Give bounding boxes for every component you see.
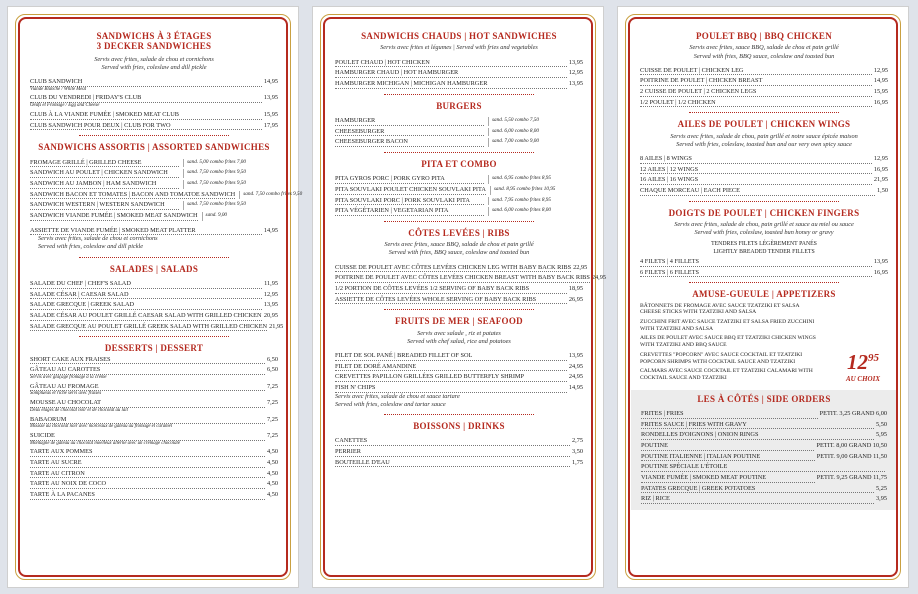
item-name: CANETTES xyxy=(335,437,570,446)
item-price: sand. 6,95 combo frites 8,95 xyxy=(488,175,583,184)
item-name: SALADE GRECQUE | GREEK SALAD xyxy=(30,301,262,310)
menu-item xyxy=(335,437,583,446)
item-name: PITA SOUVLAKI PORC | PORK SOUVLAKI PITA xyxy=(335,197,484,206)
item-name: MOUSSE AU CHOCOLAT xyxy=(30,399,265,408)
item-name: TARTE AUX POMMES xyxy=(30,448,265,457)
item-price: 16,95 xyxy=(873,98,888,106)
menu-item xyxy=(30,190,303,200)
section-note: Served with fries, BBQ sauce, coleslaw and toasted bun xyxy=(388,249,530,257)
menu-item xyxy=(335,285,583,294)
menu-item xyxy=(640,77,888,86)
item-name: SANDWICH AU POULET | CHICKEN SANDWICH xyxy=(30,169,179,178)
item-price: 15,95 xyxy=(263,110,278,118)
item-name: PITA GYROS PORC | PORK GYRO PITA xyxy=(335,175,484,184)
menu-item xyxy=(30,470,278,479)
section-title: AILES DE POULET | CHICKEN WINGS xyxy=(677,119,851,130)
item-price: 21,95 xyxy=(269,322,284,330)
menu-item xyxy=(335,69,583,78)
menu-item xyxy=(30,212,278,221)
divider xyxy=(384,414,534,415)
menu-item xyxy=(641,431,887,440)
menu-item xyxy=(335,363,583,372)
menu-item xyxy=(335,207,583,216)
item-name: TARTE AU SUCRE xyxy=(30,459,265,468)
section-note: TENDRES FILETS LÉGÈREMENT PANÉS xyxy=(711,241,817,248)
item-name: SANDWICH WESTERN | WESTERN SANDWICH xyxy=(30,201,179,210)
item-price: sand. 7,50 combo frites 9,50 xyxy=(183,169,278,178)
section-title: 3 DECKER SANDWICHES xyxy=(96,41,212,52)
appetizer-item: CREVETTES "POPCORN" AVEC SAUCE COCKTAIL ET TZATZIKI POPCORN SHRIMPS WITH COCKTAIL SAUCE AND TZATZIKI xyxy=(640,351,803,365)
item-name: CUISSE DE POULET | CHICKEN LEG xyxy=(640,67,872,76)
item-price: 7,25 xyxy=(266,382,278,390)
item-name: RONDELLES D'OIGNONS | ONION RINGS xyxy=(641,431,874,440)
item-price: PETIT. 9,00 GRAND 11,50 xyxy=(816,452,887,460)
section-title: PITA ET COMBO xyxy=(421,158,497,169)
item-price: 26,95 xyxy=(568,295,583,303)
item-price: 1,50 xyxy=(876,187,888,195)
section-note: Servis avec frites, salade de chou, pain grillé et notre sauce épicée maison xyxy=(670,132,858,140)
item-price: 18,95 xyxy=(568,284,583,292)
menu-item xyxy=(335,384,583,393)
item-description: Mousse au chocolat noir avec morceaux de gâteau au fromage et caramel xyxy=(30,424,173,430)
item-name: POITRINE DE POULET AVEC CÔTES LEVÉES CHICKEN BREAST WITH BABY BACK RIBS xyxy=(335,274,590,282)
menu-item xyxy=(640,269,888,278)
menu-item xyxy=(30,94,278,103)
item-price: 24,95 xyxy=(591,274,607,282)
menu-item xyxy=(335,459,583,468)
item-price: sand. 9,00 xyxy=(202,212,278,221)
item-name: 6 FILETS | 6 FILLETS xyxy=(640,269,872,278)
menu-item xyxy=(30,399,278,408)
item-price: sand. 5,50 combo 7,50 xyxy=(488,117,583,126)
item-price: 13,95 xyxy=(568,79,583,87)
item-name: FILET DE SOL PANÉ | BREADED FILLET OF SOL xyxy=(335,352,567,361)
appetizer-item: BÂTONNETS DE FROMAGE AVEC SAUCE TZATZIKI ET SALSA CHEESE STICKS WITH TZATZIKI AND SALSA xyxy=(640,302,800,316)
item-price: 14,95 xyxy=(568,384,583,391)
menu-item xyxy=(641,442,887,451)
menu-item xyxy=(335,373,583,382)
section-note: Served with fries, BBQ sauce, coleslaw and toasted bun xyxy=(693,52,835,60)
item-name: 1/2 POULET | 1/2 CHICKEN xyxy=(640,99,872,108)
item-name: SALADE CÉSAR | CAESAR SALAD xyxy=(30,291,262,300)
divider xyxy=(689,112,839,113)
item-price: 4,50 xyxy=(266,459,278,467)
section-note: Served with fries, coleslaw, toasted bun and our very own spicy sauce xyxy=(676,140,852,148)
divider xyxy=(79,257,229,258)
menu-item xyxy=(640,258,888,267)
divider xyxy=(384,309,534,310)
item-name: HAMBURGER xyxy=(335,117,484,126)
item-name: BABAORUM xyxy=(30,416,265,425)
item-price: 12,95 xyxy=(873,155,888,163)
item-name: FILET DE DORÉ AMANDINE xyxy=(335,363,567,372)
item-name: CLUB À LA VIANDE FUMÉE | SMOKED MEAT CLUB xyxy=(30,111,262,120)
item-price: 13,95 xyxy=(568,351,583,359)
appetizer-item: AILES DE POULET AVEC SAUCE BBQ ET TZATZIKI CHICKEN WINGS WITH TZATZIKI AND BBQ SAUCE xyxy=(640,335,816,349)
item-name: SALADE CÉSAR AU POULET GRILLÉ CAESAR SALAD WITH GRILLED CHICKEN xyxy=(30,311,262,319)
section-title: SANDWICHS ASSORTIS | ASSORTED SANDWICHES xyxy=(38,142,270,153)
menu-item xyxy=(641,421,887,430)
menu-item xyxy=(335,117,583,126)
item-name: TARTE AU NOIX DE COCO xyxy=(30,480,265,489)
item-name: CLUB DU VENDREDI | FRIDAY'S CLUB xyxy=(30,94,262,103)
menu-item xyxy=(641,474,887,483)
item-price: 1,75 xyxy=(571,458,583,466)
section-title: BURGERS xyxy=(436,100,482,111)
divider xyxy=(384,152,534,153)
item-price: sand. 7,95 combo frites 8,95 xyxy=(488,197,583,206)
menu-item xyxy=(641,485,887,494)
item-name: POUTINE ITALIENNE | ITALIAN POUTINE xyxy=(641,453,815,462)
menu-item xyxy=(335,296,583,305)
item-name: CHAQUE MORCEAU | EACH PIECE xyxy=(640,187,875,196)
item-description: Deux étages de chocolat noir et de chocolat au lait xyxy=(30,407,128,413)
section-title: DESSERTS | DESSERT xyxy=(104,343,204,354)
item-price: PETIT. 9,25 GRAND 11,75 xyxy=(816,474,887,481)
item-price: 22,95 xyxy=(573,263,588,271)
item-price: 7,25 xyxy=(266,432,278,440)
item-name: FISH N' CHIPS xyxy=(335,384,567,393)
item-price: 14,95 xyxy=(263,78,278,86)
section-note: Servis avec frites, sauce BBQ, salade de chou et pain grillé xyxy=(384,241,534,249)
item-price: 16,95 xyxy=(873,268,888,276)
item-price: 13,95 xyxy=(568,58,583,66)
item-name: RIZ | RICE xyxy=(641,495,874,504)
appetizer-item: CALMARS AVEC SAUCE COCKTAIL ET TZATZIKI CALAMARI WITH COCKTAIL SAUCE AND TZATZIKI xyxy=(640,368,813,381)
section-title: FRUITS DE MER | SEAFOOD xyxy=(395,316,523,327)
menu-item xyxy=(30,366,278,375)
menu-item xyxy=(30,301,278,310)
appetizer-item: ZUCCHINI FRIT AVEC SAUCE TZATZIKI ET SALSA FRIED ZUCCHINI WITH TZATZIKI AND SALSA xyxy=(640,319,815,332)
menu-item xyxy=(641,453,887,462)
item-price: 6,50 xyxy=(266,366,278,374)
item-name: FRITES | FRIES xyxy=(641,410,818,419)
item-price: 12,95 xyxy=(873,66,888,74)
item-name: FRITES SAUCE | FRIES WITH GRAVY xyxy=(641,421,874,430)
item-price: 12,95 xyxy=(263,290,278,298)
appetizer-price-badge xyxy=(846,350,880,383)
item-name: PATATES GRECQUE | GREEK POTATOES xyxy=(641,485,874,494)
item-name: CLUB SANDWICH POUR DEUX | CLUB FOR TWO xyxy=(30,122,262,131)
item-price: 14,95 xyxy=(873,77,888,85)
divider xyxy=(384,94,534,95)
menu-panel-left xyxy=(7,6,303,588)
divider xyxy=(79,336,229,337)
section-title: SALADES | SALADS xyxy=(109,263,199,274)
item-price: 13,95 xyxy=(263,301,278,309)
item-name: ASSIETTE DE VIANDE FUMÉE | SMOKED MEAT PLATTER xyxy=(30,227,262,236)
item-name: TARTE AU CITRON xyxy=(30,470,265,479)
item-price: 12,95 xyxy=(568,69,583,77)
item-note: Servis avec frites, salade de chou et sauce tartare xyxy=(335,392,460,400)
menu-item xyxy=(640,155,888,164)
item-name: POUTINE xyxy=(641,442,814,451)
menu-panel-right xyxy=(617,6,909,588)
item-price: 11,95 xyxy=(264,279,278,287)
menu-item xyxy=(30,416,278,425)
item-price: 15,95 xyxy=(873,88,888,96)
menu-item xyxy=(640,187,888,196)
item-name: SANDWICH BACON ET TOMATES | BACON AND TOMATOE SANDWICH xyxy=(30,190,236,198)
item-price: 13,95 xyxy=(873,257,888,265)
item-name: PERRIER xyxy=(335,448,570,457)
item-name: TARTE À LA PACANES xyxy=(30,491,265,500)
item-name: GÂTEAU AU CAROTTES xyxy=(30,366,265,375)
item-price: PETIT. 8,00 GRAND 10,50 xyxy=(816,441,887,449)
menu-item xyxy=(30,122,278,131)
item-name: 8 AILES | 8 WINGS xyxy=(640,155,872,164)
item-price: 13,95 xyxy=(263,94,278,102)
menu-item xyxy=(30,227,278,236)
menu-item xyxy=(30,280,278,289)
divider xyxy=(689,201,839,202)
badge-price-cents: 95 xyxy=(867,352,879,364)
menu-item xyxy=(335,274,607,283)
item-name: POITRINE DE POULET | CHICKEN BREAST xyxy=(640,77,872,86)
item-name: CHEESEBURGER BACON xyxy=(335,138,484,147)
menu-item xyxy=(335,263,588,273)
item-name: CHEESEBURGER xyxy=(335,128,484,137)
section-title: SANDWICHS À 3 ÉTAGES xyxy=(96,31,212,41)
item-name: FROMAGE GRILLÉ | GRILLED CHEESE xyxy=(30,159,179,168)
menu-item xyxy=(30,356,278,365)
item-name: PITA VÉGÉTARIEN | VEGETARIAN PITA xyxy=(335,207,484,216)
item-price: 24,95 xyxy=(568,373,583,381)
section-note: Servis avec frites et légumes | Served with fries and vegetables xyxy=(380,44,538,52)
item-price: 4,50 xyxy=(266,448,278,456)
item-note: Served with fries, coleslaw and tartar sauce xyxy=(335,400,446,408)
menu-item xyxy=(640,99,888,108)
menu-item xyxy=(30,111,278,120)
menu-item xyxy=(335,352,583,361)
divider xyxy=(79,135,229,136)
item-note: Servis avec frites, salade de chou et cornichons xyxy=(38,235,158,243)
item-name: SANDWICH VIANDE FUMÉE | SMOKED MEAT SANDWICH xyxy=(30,211,198,219)
item-name: HAMBURGER MICHIGAN | MICHIGAN HAMBURGER xyxy=(335,80,567,89)
item-price: 6,50 xyxy=(266,355,278,363)
item-name: 1/2 PORTION DE CÔTES LEVÉES 1/2 SERVING OF BABY BACK RIBS xyxy=(335,285,567,294)
menu-item xyxy=(335,175,583,184)
item-name: SALADE DU CHEF | CHEF'S SALAD xyxy=(30,280,262,289)
menu-item xyxy=(640,166,888,175)
item-price: 3,95 xyxy=(875,495,887,503)
item-price: 24,95 xyxy=(568,362,583,370)
menu-item xyxy=(335,197,583,206)
menu-item xyxy=(30,78,278,87)
item-name: HAMBURGER CHAUD | HOT HAMBURGER xyxy=(335,69,567,78)
item-name: GÂTEAU AU FROMAGE xyxy=(30,383,265,392)
item-price: 4,50 xyxy=(266,491,278,499)
menu-item xyxy=(30,201,278,210)
item-name: 4 FILETS | 4 FILLETS xyxy=(640,258,872,267)
item-price: sand. 7,50 combo frites 9,50 xyxy=(183,201,278,210)
divider xyxy=(689,282,839,283)
menu-item xyxy=(335,59,583,68)
item-price: sand. 8,95 combo frites 10,95 xyxy=(490,186,583,195)
section-note: Servis avec frites, salade de chou, pain grillé et sauce au miel ou sauce xyxy=(674,221,854,229)
menu-item xyxy=(30,291,278,300)
section-note: LIGHTLY BREADED TENDER FILLETS xyxy=(713,248,815,255)
item-name: CREVETTES PAPILLON GRILLÉES GRILLED BUTTERFLY SHRIMP xyxy=(335,373,567,382)
item-price: 7,25 xyxy=(266,399,278,407)
item-price: sand. 6,00 combo frites 8,00 xyxy=(488,207,583,216)
item-price: 3,50 xyxy=(571,448,583,456)
section-note: Served with fries, coleslaw and dill pickle xyxy=(101,63,207,71)
item-price: sand. 7,50 combo frites 9,50 xyxy=(239,191,302,200)
item-name: POULET CHAUD | HOT CHICKEN xyxy=(335,59,567,68)
item-name: 2 CUISSE DE POULET | 2 CHICKEN LEGS xyxy=(640,88,872,97)
item-name: SALADE GRECQUE AU POULET GRILLÉ GREEK SALAD WITH GRILLED CHICKEN xyxy=(30,322,268,330)
item-price: 5,25 xyxy=(875,484,887,492)
item-price: 17,95 xyxy=(263,121,278,129)
menu-item xyxy=(335,128,583,137)
section-title: DOIGTS DE POULET | CHICKEN FINGERS xyxy=(668,207,860,218)
menu-item xyxy=(640,88,888,97)
item-description: Oeufs et Fromage / Egg and Cheese xyxy=(30,103,100,109)
item-name: CUISSE DE POULET AVEC CÔTES LEVÉES CHICKEN LEG WITH BABY BACK RIBS xyxy=(335,263,572,271)
item-price: 14,95 xyxy=(263,226,278,234)
section-note: Served with chef salad, rice and potatoes xyxy=(407,337,511,345)
menu-item xyxy=(30,322,284,332)
menu-item xyxy=(640,176,888,185)
item-price: sand. 7,00 combo 9,00 xyxy=(488,138,583,147)
menu-item xyxy=(30,159,278,168)
section-note: Servis avec frites, salade de chou et cornichons xyxy=(94,55,214,63)
item-description: Viande Blanche / White Meat xyxy=(30,86,87,92)
section-title: SANDWICHS CHAUDS | HOT SANDWICHES xyxy=(361,31,557,41)
item-name: BOUTEILLE D'EAU xyxy=(335,459,570,468)
item-description: Servis avec glaçage fromage à la crème xyxy=(30,375,107,380)
divider xyxy=(384,221,534,222)
item-price: 4,50 xyxy=(266,469,278,477)
section-title: CÔTES LEVÉES | RIBS xyxy=(408,227,510,238)
item-price: 2,75 xyxy=(571,437,583,445)
item-price: 20,95 xyxy=(263,311,278,319)
item-name: POUTINE SPÉCIALE L'ÉTOILE xyxy=(641,463,885,472)
menu-item xyxy=(30,432,278,441)
section-note: Servis avec frites, sauce BBQ, salade de chou et pain grillé xyxy=(689,44,839,52)
item-price: 21,95 xyxy=(873,176,888,184)
item-name: SHORT CAKE AUX FRAISES xyxy=(30,356,265,365)
item-price: 5,95 xyxy=(875,431,887,439)
section-note: Servis avec salade , riz et patates xyxy=(417,329,501,337)
section-title: BOISSONS | DRINKS xyxy=(413,421,505,432)
menu-item xyxy=(335,448,583,457)
item-name: 16 AILES | 16 WINGS xyxy=(640,176,872,185)
item-price: sand. 5,00 combo frites 7,00 xyxy=(183,159,278,168)
menu-item xyxy=(335,186,583,195)
item-name: SUICIDE xyxy=(30,432,265,441)
section-note: Served with fries, coleslaw, toasted bun honey or gravy xyxy=(694,229,834,237)
menu-item xyxy=(641,463,887,472)
menu-item xyxy=(641,410,887,419)
item-price: 7,25 xyxy=(266,415,278,423)
item-name: CLUB SANDWICH xyxy=(30,78,262,87)
item-name: VIANDE FUMÉE | SMOKED MEAT POUTINE xyxy=(641,474,815,483)
menu-item xyxy=(335,80,583,89)
section-title: LES À CÔTÉS | SIDE ORDERS xyxy=(697,393,831,404)
item-name: ASSIETTE DE CÔTES LEVÉES WHOLE SERVING OF BABY BACK RIBS xyxy=(335,296,567,305)
item-note: Served with fries, coleslaw and dill pickle xyxy=(38,243,144,251)
item-name: SANDWICH AU JAMBON | HAM SANDWICH xyxy=(30,180,179,189)
item-price: 16,95 xyxy=(873,165,888,173)
menu-item xyxy=(30,448,278,457)
menu-item xyxy=(30,180,278,189)
menu-panel-center xyxy=(312,6,607,588)
menu-item xyxy=(641,495,887,504)
menu-item xyxy=(335,138,583,147)
item-description: Somptueux et riche servi avec fraises xyxy=(30,391,102,397)
menu-item xyxy=(30,312,278,321)
badge-price: 12 xyxy=(846,350,868,374)
menu-item xyxy=(30,459,278,468)
item-price: PETIT. 3,25 GRAND 6,00 xyxy=(819,409,887,417)
item-name: 12 AILES | 12 WINGS xyxy=(640,166,872,175)
item-description: Montagne de gâteau au chocolat moelleux alterné avec un crémage chocolaté xyxy=(30,440,180,446)
side-orders-box xyxy=(631,390,897,510)
section-title: POULET BBQ | BBQ CHICKEN xyxy=(695,31,833,41)
menu-item xyxy=(30,491,278,500)
item-price: sand. 7,50 combo frites 9,50 xyxy=(183,180,278,189)
menu-item xyxy=(30,480,278,489)
badge-note: AU CHOIX xyxy=(845,375,880,383)
menu-item xyxy=(30,383,278,392)
item-price: 4,50 xyxy=(266,480,278,488)
menu-item xyxy=(30,169,278,178)
item-price: 5,50 xyxy=(875,420,887,428)
section-title: AMUSE-GUEULE | APPETIZERS xyxy=(692,289,836,300)
item-price: sand. 6,00 combo 8,00 xyxy=(488,128,583,137)
menu-item xyxy=(640,67,888,76)
item-name: PITA SOUVLAKI POULET CHICKEN SOUVLAKI PITA xyxy=(335,185,486,193)
